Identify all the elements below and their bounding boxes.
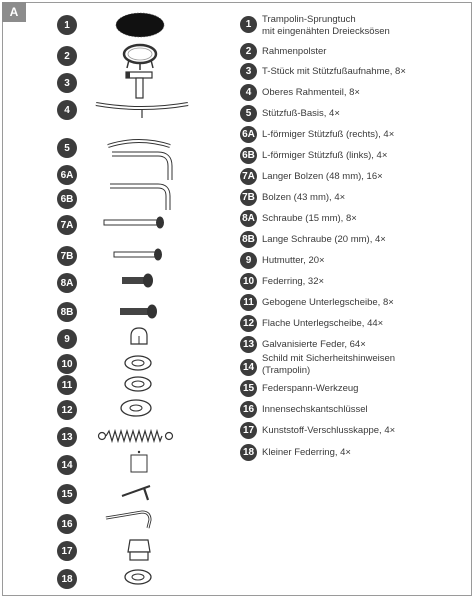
part-8a-description: Schraube (15 mm), 8× xyxy=(262,213,357,224)
left-badge-3: 3 xyxy=(57,73,77,93)
part-1-description xyxy=(262,14,390,38)
right-badge-7b: 7B xyxy=(240,189,257,206)
part-18-description: Kleiner Federring, 4× xyxy=(262,447,351,458)
part-10-description: Federring, 32× xyxy=(262,276,325,287)
part-14-line-1: Schild mit Sicherheitshinweisen xyxy=(262,353,396,364)
part-5-description: Stützfuß-Basis, 4× xyxy=(262,108,340,119)
part-6b-description: L-förmiger Stützfuß (links), 4× xyxy=(262,150,388,161)
right-badge-15: 15 xyxy=(240,380,257,397)
part-1-line-2: mit eingenähten Dreiecksösen xyxy=(262,26,390,37)
part-16-description: Innensechskantschlüssel xyxy=(262,404,368,415)
part-14-line-2: (Trampolin) xyxy=(262,365,311,376)
right-badge-14: 14 xyxy=(240,359,257,376)
small-spring-washer-icon xyxy=(120,566,156,588)
part-14-description xyxy=(262,353,395,377)
part-6a-description: L-förmiger Stützfuß (rechts), 4× xyxy=(262,129,395,140)
safety-sign-icon xyxy=(124,448,154,478)
right-badge-8b: 8B xyxy=(240,231,257,248)
right-badge-8a: 8A xyxy=(240,210,257,227)
section-label: A xyxy=(2,2,26,22)
right-badge-17: 17 xyxy=(240,422,257,439)
part-13-description: Galvanisierte Feder, 64× xyxy=(262,339,366,350)
trampoline-mat-icon xyxy=(110,10,170,40)
right-badge-13: 13 xyxy=(240,336,257,353)
part-2-description: Rahmenpolster xyxy=(262,46,327,57)
right-badge-12: 12 xyxy=(240,315,257,332)
right-badge-2: 2 xyxy=(240,43,257,60)
right-badge-18: 18 xyxy=(240,444,257,461)
right-badge-6a: 6A xyxy=(240,126,257,143)
right-badge-16: 16 xyxy=(240,401,257,418)
left-badge-7b: 7B xyxy=(57,246,77,266)
left-badge-8b: 8B xyxy=(57,302,77,322)
left-badge-16: 16 xyxy=(57,514,77,534)
screw-icon xyxy=(118,272,160,290)
right-badge-11: 11 xyxy=(240,294,257,311)
part-12-description: Flache Unterlegscheibe, 44× xyxy=(262,318,384,329)
t-piece-icon xyxy=(120,68,160,100)
part-1-line-1: Trampolin-Sprungtuch xyxy=(262,14,356,25)
l-leg-left-icon xyxy=(106,178,176,213)
part-11-description: Gebogene Unterlegscheibe, 8× xyxy=(262,297,394,308)
part-4-description: Oberes Rahmenteil, 8× xyxy=(262,87,360,98)
right-badge-5: 5 xyxy=(240,105,257,122)
cap-nut-icon xyxy=(126,326,152,348)
bolt-icon xyxy=(110,246,170,264)
part-7a-description: Langer Bolzen (48 mm), 16× xyxy=(262,171,383,182)
left-badge-11: 11 xyxy=(57,375,77,395)
left-badge-5: 5 xyxy=(57,138,77,158)
left-badge-1: 1 xyxy=(57,15,77,35)
left-badge-12: 12 xyxy=(57,400,77,420)
left-badge-6a: 6A xyxy=(57,165,77,185)
right-badge-10: 10 xyxy=(240,273,257,290)
left-badge-6b: 6B xyxy=(57,189,77,209)
right-badge-4: 4 xyxy=(240,84,257,101)
part-9-description: Hutmutter, 20× xyxy=(262,255,325,266)
left-badge-7a: 7A xyxy=(57,215,77,235)
curved-washer-icon xyxy=(120,374,156,394)
plastic-cap-icon xyxy=(124,536,154,564)
left-badge-8a: 8A xyxy=(57,273,77,293)
part-3-description: T-Stück mit Stützfußaufnahme, 8× xyxy=(262,66,406,77)
right-badge-7a: 7A xyxy=(240,168,257,185)
left-badge-10: 10 xyxy=(57,354,77,374)
left-badge-14: 14 xyxy=(57,455,77,475)
galvanized-spring-icon xyxy=(96,426,176,446)
right-badge-9: 9 xyxy=(240,252,257,269)
long-screw-icon xyxy=(116,303,162,321)
left-badge-9: 9 xyxy=(57,329,77,349)
right-badge-3: 3 xyxy=(240,63,257,80)
left-badge-2: 2 xyxy=(57,46,77,66)
left-badge-13: 13 xyxy=(57,427,77,447)
left-badge-15: 15 xyxy=(57,484,77,504)
flat-washer-icon xyxy=(116,397,156,419)
spring-puller-tool-icon xyxy=(118,478,158,502)
right-badge-1: 1 xyxy=(240,16,257,33)
part-7b-description: Bolzen (43 mm), 4× xyxy=(262,192,346,203)
left-badge-18: 18 xyxy=(57,569,77,589)
spring-washer-icon xyxy=(120,352,156,374)
part-15-description: Federspann-Werkzeug xyxy=(262,383,359,394)
part-8b-description: Lange Schraube (20 mm), 4× xyxy=(262,234,386,245)
hex-key-icon xyxy=(102,506,158,532)
part-17-description: Kunststoff-Verschlusskappe, 4× xyxy=(262,425,396,436)
left-badge-17: 17 xyxy=(57,541,77,561)
long-bolt-icon xyxy=(100,214,170,232)
left-badge-4: 4 xyxy=(57,100,77,120)
upper-frame-tube-icon xyxy=(92,98,192,122)
right-badge-6b: 6B xyxy=(240,147,257,164)
